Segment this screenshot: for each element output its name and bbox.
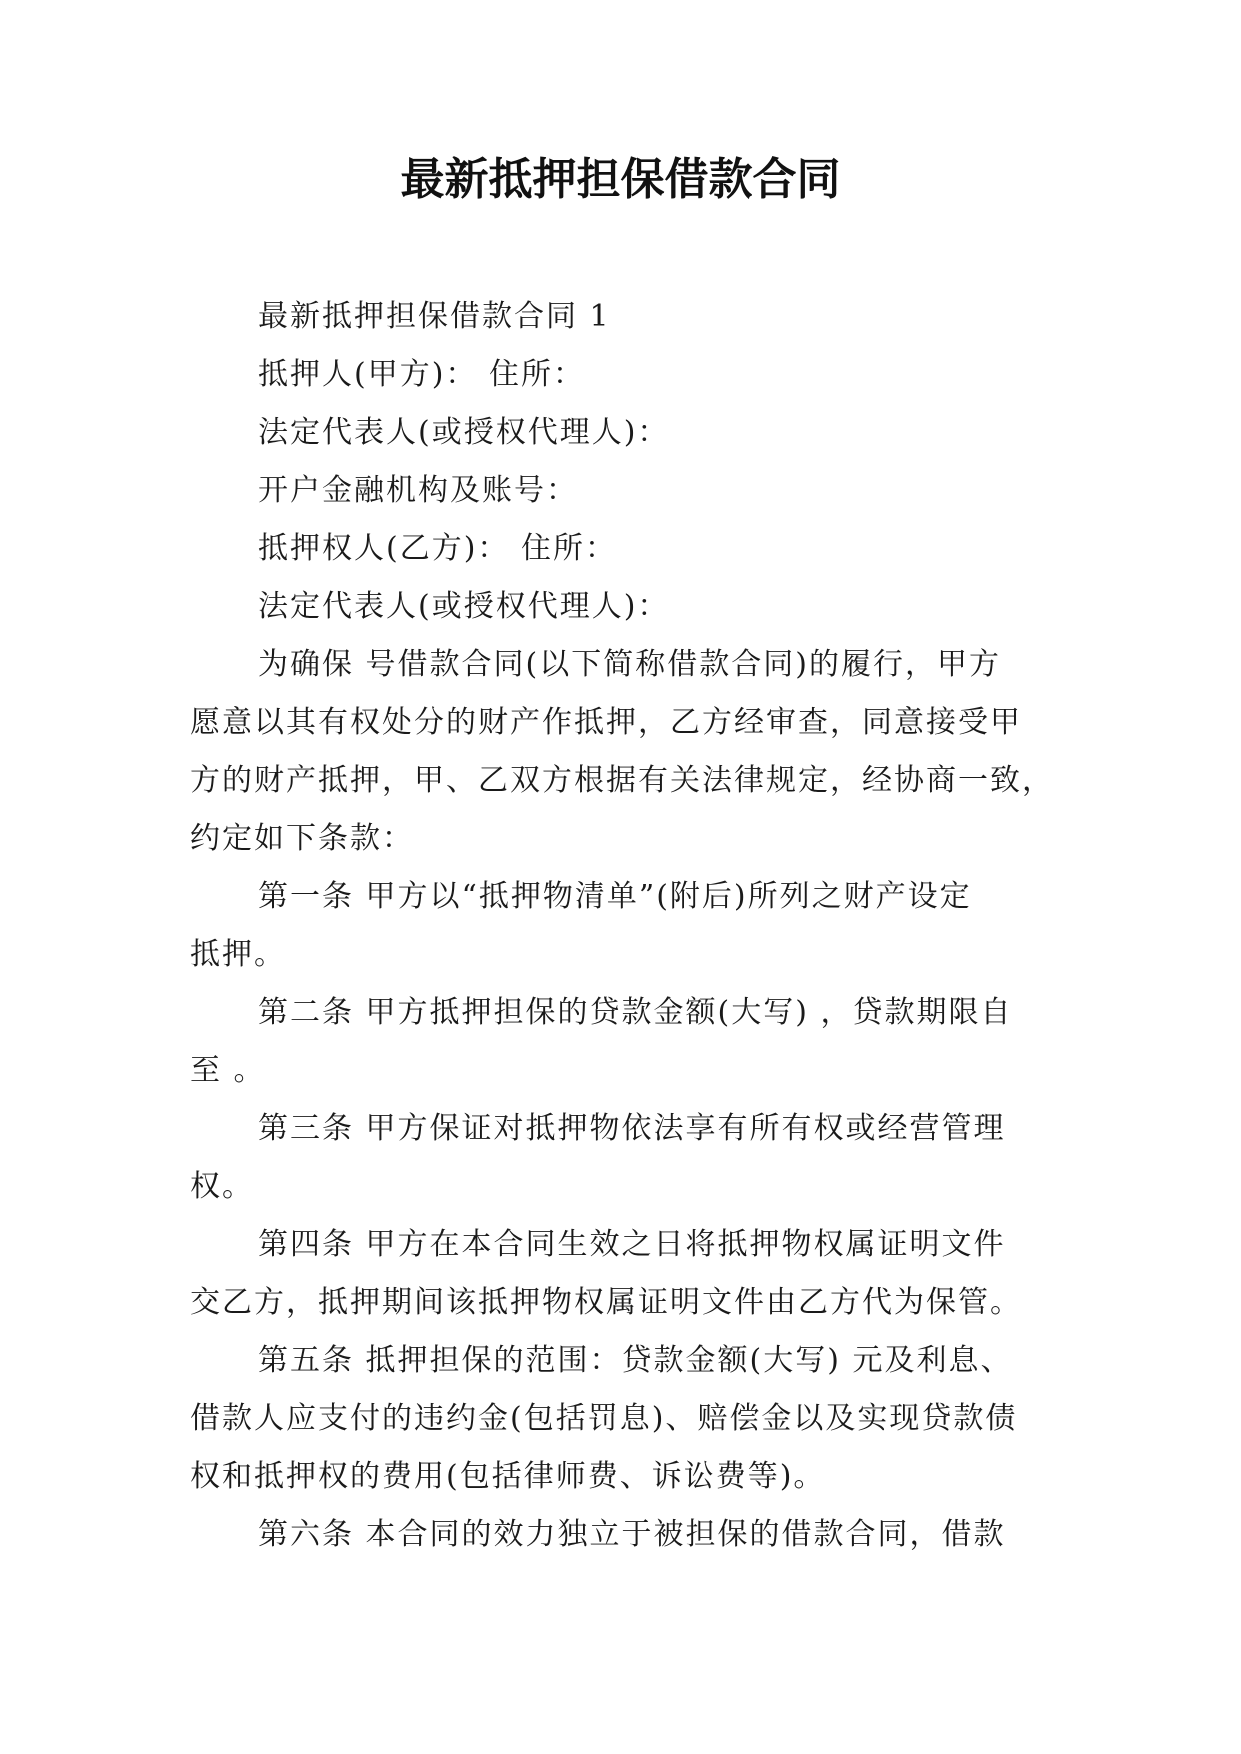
text-line: 开户金融机构及账号：	[258, 473, 578, 508]
document-title: 最新抵押担保借款合同	[400, 154, 841, 205]
paragraph-article-4	[190, 1216, 1060, 1332]
text-line: 愿意以其有权处分的财产作抵押，乙方经审查，同意接受甲	[190, 705, 1022, 740]
text-line: 权和抵押权的费用(包括律师费、诉讼费等)。	[190, 1459, 826, 1494]
paragraph-article-1	[190, 868, 1060, 984]
text-line: 第四条 甲方在本合同生效之日将抵押物权属证明文件	[258, 1227, 1006, 1262]
text-line: 方的财产抵押，甲、乙双方根据有关法律规定，经协商一致，	[190, 763, 1054, 798]
text-line: 第一条 甲方以“抵押物清单”(附后)所列之财产设定	[258, 879, 972, 914]
paragraph-mortgagee	[190, 520, 1060, 578]
paragraph-bank-account	[190, 462, 1060, 520]
text-line: 第二条 甲方抵押担保的贷款金额(大写) ，贷款期限自	[258, 995, 1013, 1030]
text-line: 交乙方，抵押期间该抵押物权属证明文件由乙方代为保管。	[190, 1285, 1022, 1320]
text-line: 第三条 甲方保证对抵押物依法享有所有权或经营管理	[258, 1111, 1006, 1146]
text-line: 抵押权人(乙方)： 住所：	[258, 531, 617, 566]
text-line: 为确保 号借款合同(以下简称借款合同)的履行，甲方	[258, 647, 1001, 682]
text-line: 抵押。	[190, 937, 286, 972]
text-line: 第五条 抵押担保的范围：贷款金额(大写) 元及利息、	[258, 1343, 1013, 1378]
paragraph-preamble	[190, 636, 1060, 868]
paragraph-article-3	[190, 1100, 1060, 1216]
paragraph-legal-rep-a	[190, 404, 1060, 462]
paragraph-article-5	[190, 1332, 1060, 1506]
paragraph-mortgagor	[190, 346, 1060, 404]
paragraph-heading	[190, 288, 1060, 346]
text-line: 至 。	[190, 1053, 266, 1088]
text-line: 法定代表人(或授权代理人)：	[258, 589, 670, 624]
text-line: 法定代表人(或授权代理人)：	[258, 415, 670, 450]
text-line: 约定如下条款：	[190, 821, 414, 856]
text-line: 借款人应支付的违约金(包括罚息)、赔偿金以及实现贷款债	[190, 1401, 1018, 1436]
paragraph-legal-rep-b	[190, 578, 1060, 636]
paragraph-article-2	[190, 984, 1060, 1100]
text-line: 权。	[190, 1169, 254, 1204]
text-line: 最新抵押担保借款合同 1	[258, 299, 611, 334]
text-line: 抵押人(甲方)： 住所：	[258, 357, 585, 392]
paragraph-article-6	[190, 1506, 1060, 1564]
document-body	[190, 288, 1060, 1564]
text-line: 第六条 本合同的效力独立于被担保的借款合同，借款	[258, 1517, 1006, 1552]
